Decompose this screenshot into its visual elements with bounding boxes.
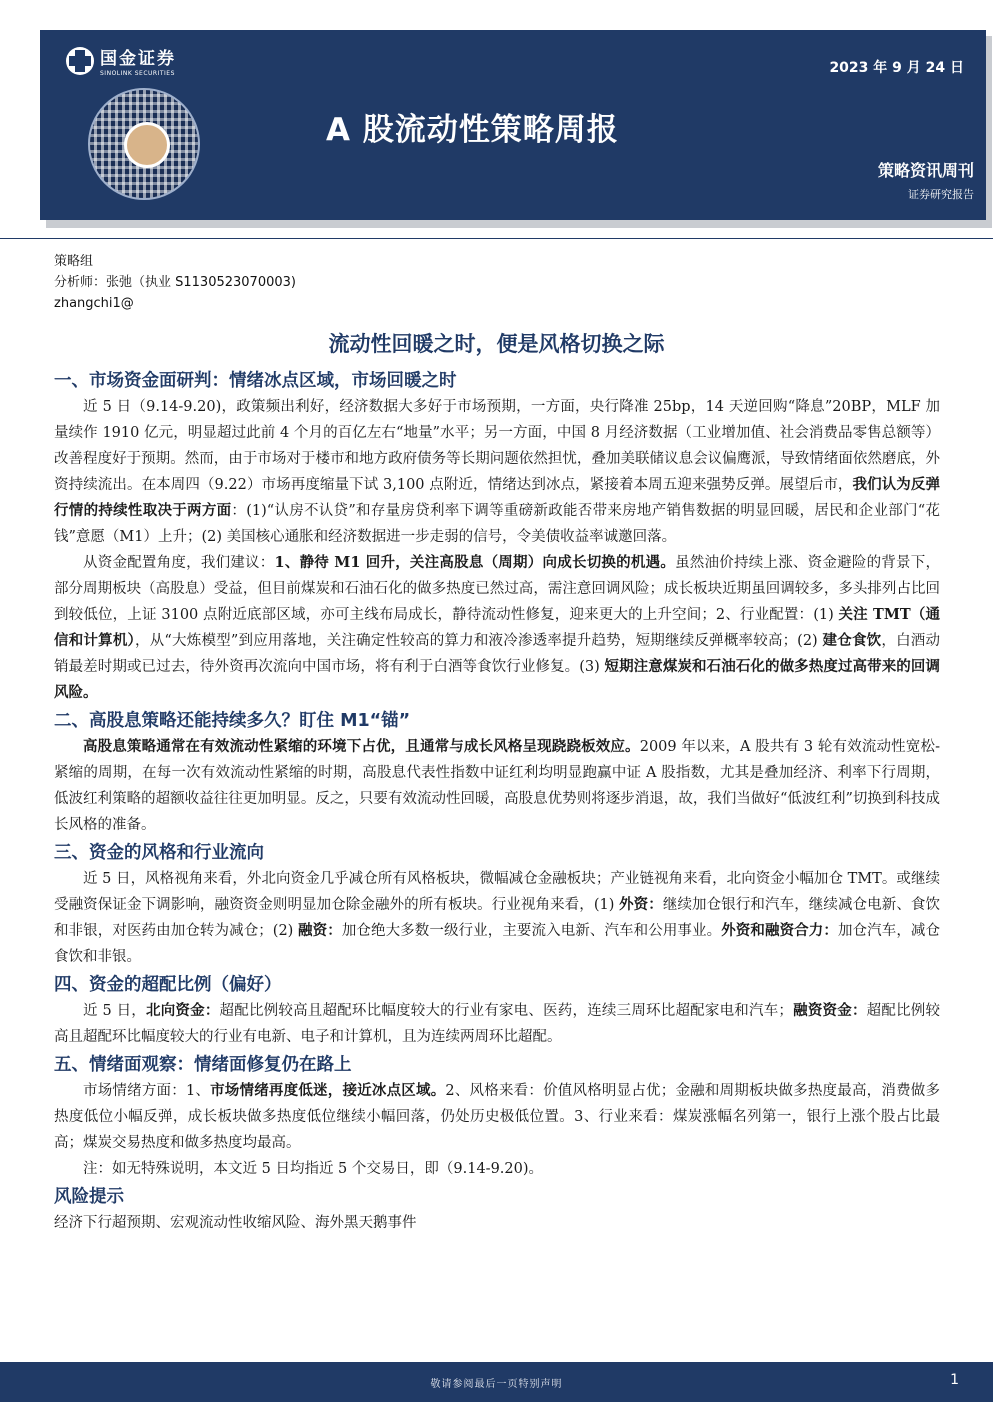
section-title-2: 二、高股息策略还能持续多久？盯住 M1“锚” — [54, 711, 411, 731]
section-5-paragraph-1: 市场情绪方面：1、市场情绪再度低迷，接近冰点区域。2、风格来看：价值风格明显占优；金融和周期板块做多热度最高，消费做多热度低位小幅反弹，成长板块做多热度低位继续小幅回落，仍处历史极低位置。3、行业来看：煤炭涨幅名列第一，银行上涨个股占比最高；煤炭交易热度和做多热度均最高。 — [54, 1082, 940, 1151]
report-body — [54, 366, 940, 1236]
page-number: 1 — [950, 1372, 959, 1388]
qr-code-icon — [88, 88, 200, 200]
section-title-3: 三、资金的风格和行业流向 — [54, 843, 264, 863]
section-3-paragraph-1: 近 5 日，风格视角来看，外北向资金几乎减仓所有风格板块，微幅减仓金融板块；产业链视角来看，北向资金小幅加仓 TMT。或继续受融资保证金下调影响，融资资金则明显加仓除金融外的所有板块。行业视角来看，(1) 外资：继续加仓银行和汽车，继续减仓电新、食饮和非银，对医药由加仓转为减仓；(2) 融资：加仓绝大多数一级行业，主要流入电新、汽车和公用事业。外资和融资合力：加仓汽车，减仓食饮和非银。 — [54, 871, 941, 965]
section-title-5: 五、情绪面观察：情绪面修复仍在路上 — [54, 1055, 352, 1075]
headline: 流动性回暖之时，便是风格切换之际 — [328, 332, 665, 356]
section-1-paragraph-2: 从资金配置角度，我们建议：1、静待 M1 回升，关注高股息（周期）向成长切换的机遇。虽然油价持续上涨、资金避险的背景下，部分周期板块（高股息）受益，但目前煤炭和石油石化的做多热度已然过高，需注意回调风险；成长板块近期虽回调较多，多头排列占比回到较低位，上证 3100 点附近底部区域，亦可主线布局成长，静待流动性修复，迎来更大的上升空间；2、行业配置：(1) 关注 TMT（通信和计算机），从“大炼模型”到应用落地，关注确定性较高的算力和液冷渗透率提升趋势，短期继续反弹概率较高；(2) 建仓食饮，白酒动销最差时期或已过去，待外资再次流向中国市场，将有利于白酒等食饮行业修复。(3) 短期注意煤炭和石油石化的做多热度过高带来的回调风险。 — [54, 554, 941, 701]
section-title-1: 一、市场资金面研判：情绪冰点区域，市场回暖之时 — [54, 371, 457, 391]
author-group: 策略组 — [54, 254, 94, 269]
brand-logo-icon — [66, 47, 94, 75]
header-banner — [40, 30, 986, 220]
author-block — [54, 251, 296, 314]
section-title-4: 四、资金的超配比例（偏好） — [54, 975, 282, 995]
section-4-paragraph-1: 近 5 日，北向资金：超配比例较高且超配环比幅度较大的行业有家电、医药，连续三周环比超配家电和汽车；融资资金：超配比例较高且超配环比幅度较大的行业有电新、电子和计算机，且为连续两周环比超配。 — [54, 1002, 941, 1045]
qr-center-logo-icon — [124, 122, 170, 168]
section-2-paragraph-1: 高股息策略通常在有效流动性紧缩的环境下占优，且通常与成长风格呈现跷跷板效应。2009 年以来，A 股共有 3 轮有效流动性宽松-紧缩的周期，在每一次有效流动性紧缩的时期，高股息代表性指数中证红利均明显跑赢中证 A 股指数，尤其是叠加经济、利率下行周期，低波红利策略的超额收益往往更加明显。反之，只要有效流动性回暖，高股息优势则将逐步消退，故，我们当做好“低波红利”切换到科技成长风格的准备。 — [54, 738, 941, 833]
footer-bar — [0, 1362, 993, 1402]
brand-logo — [66, 44, 176, 77]
author-analyst: 分析师：张弛（执业 S1130523070003) — [54, 275, 296, 290]
brand-name-cn: 国金证券 — [100, 49, 176, 69]
section-1-paragraph-1: 近 5 日（9.14-9.20)，政策频出利好，经济数据大多好于市场预期，一方面，央行降准 25bp，14 天逆回购“降息”20BP，MLF 加量续作 1910 亿元，明显超过此前 4 个月的百亿左右“地量”水平；另一方面，中国 8 月经济数据（工业增加值、社会消费品零售总额等）改善程度好于预期。然而，由于市场对于楼市和地方政府债务等长期问题依然担忧，叠加美联储议息会议偏鹰派，导致情绪面依然磨底，外资持续流出。在本周四（9.22）市场再度缩量下试 3,100 点附近，情绪达到冰点，紧接着本周五迎来强势反弹。展望后市，我们认为反弹行情的持续性取决于两方面：(1)“认房不认贷”和存量房贷利率下调等重磅新政能否带来房地产销售数据的明显回暖，居民和企业部门“花钱”意愿（M1）上升；(2) 美国核心通胀和经济数据进一步走弱的信号，令美债收益率诚邀回落。 — [54, 399, 940, 545]
report-title: A 股流动性策略周报 — [326, 112, 619, 148]
author-email: zhangchi1@ — [54, 296, 134, 311]
brand-name-en: SINOLINK SECURITIES — [100, 70, 175, 77]
report-type: 策略资讯周刊 — [877, 161, 974, 180]
footer-disclaimer-link: 敬请参阅最后一页特别声明 — [430, 1379, 563, 1390]
header-divider — [0, 238, 993, 239]
risk-text: 经济下行超预期、宏观流动性收缩风险、海外黑天鹅事件 — [54, 1215, 417, 1231]
risk-title: 风险提示 — [54, 1187, 124, 1207]
report-date: 2023 年 9 月 24 日 — [829, 60, 964, 76]
section-5-note: 注：如无特殊说明，本文近 5 日均指近 5 个交易日，即（9.14-9.20)。 — [83, 1161, 544, 1177]
report-subtype: 证券研究报告 — [908, 188, 974, 201]
